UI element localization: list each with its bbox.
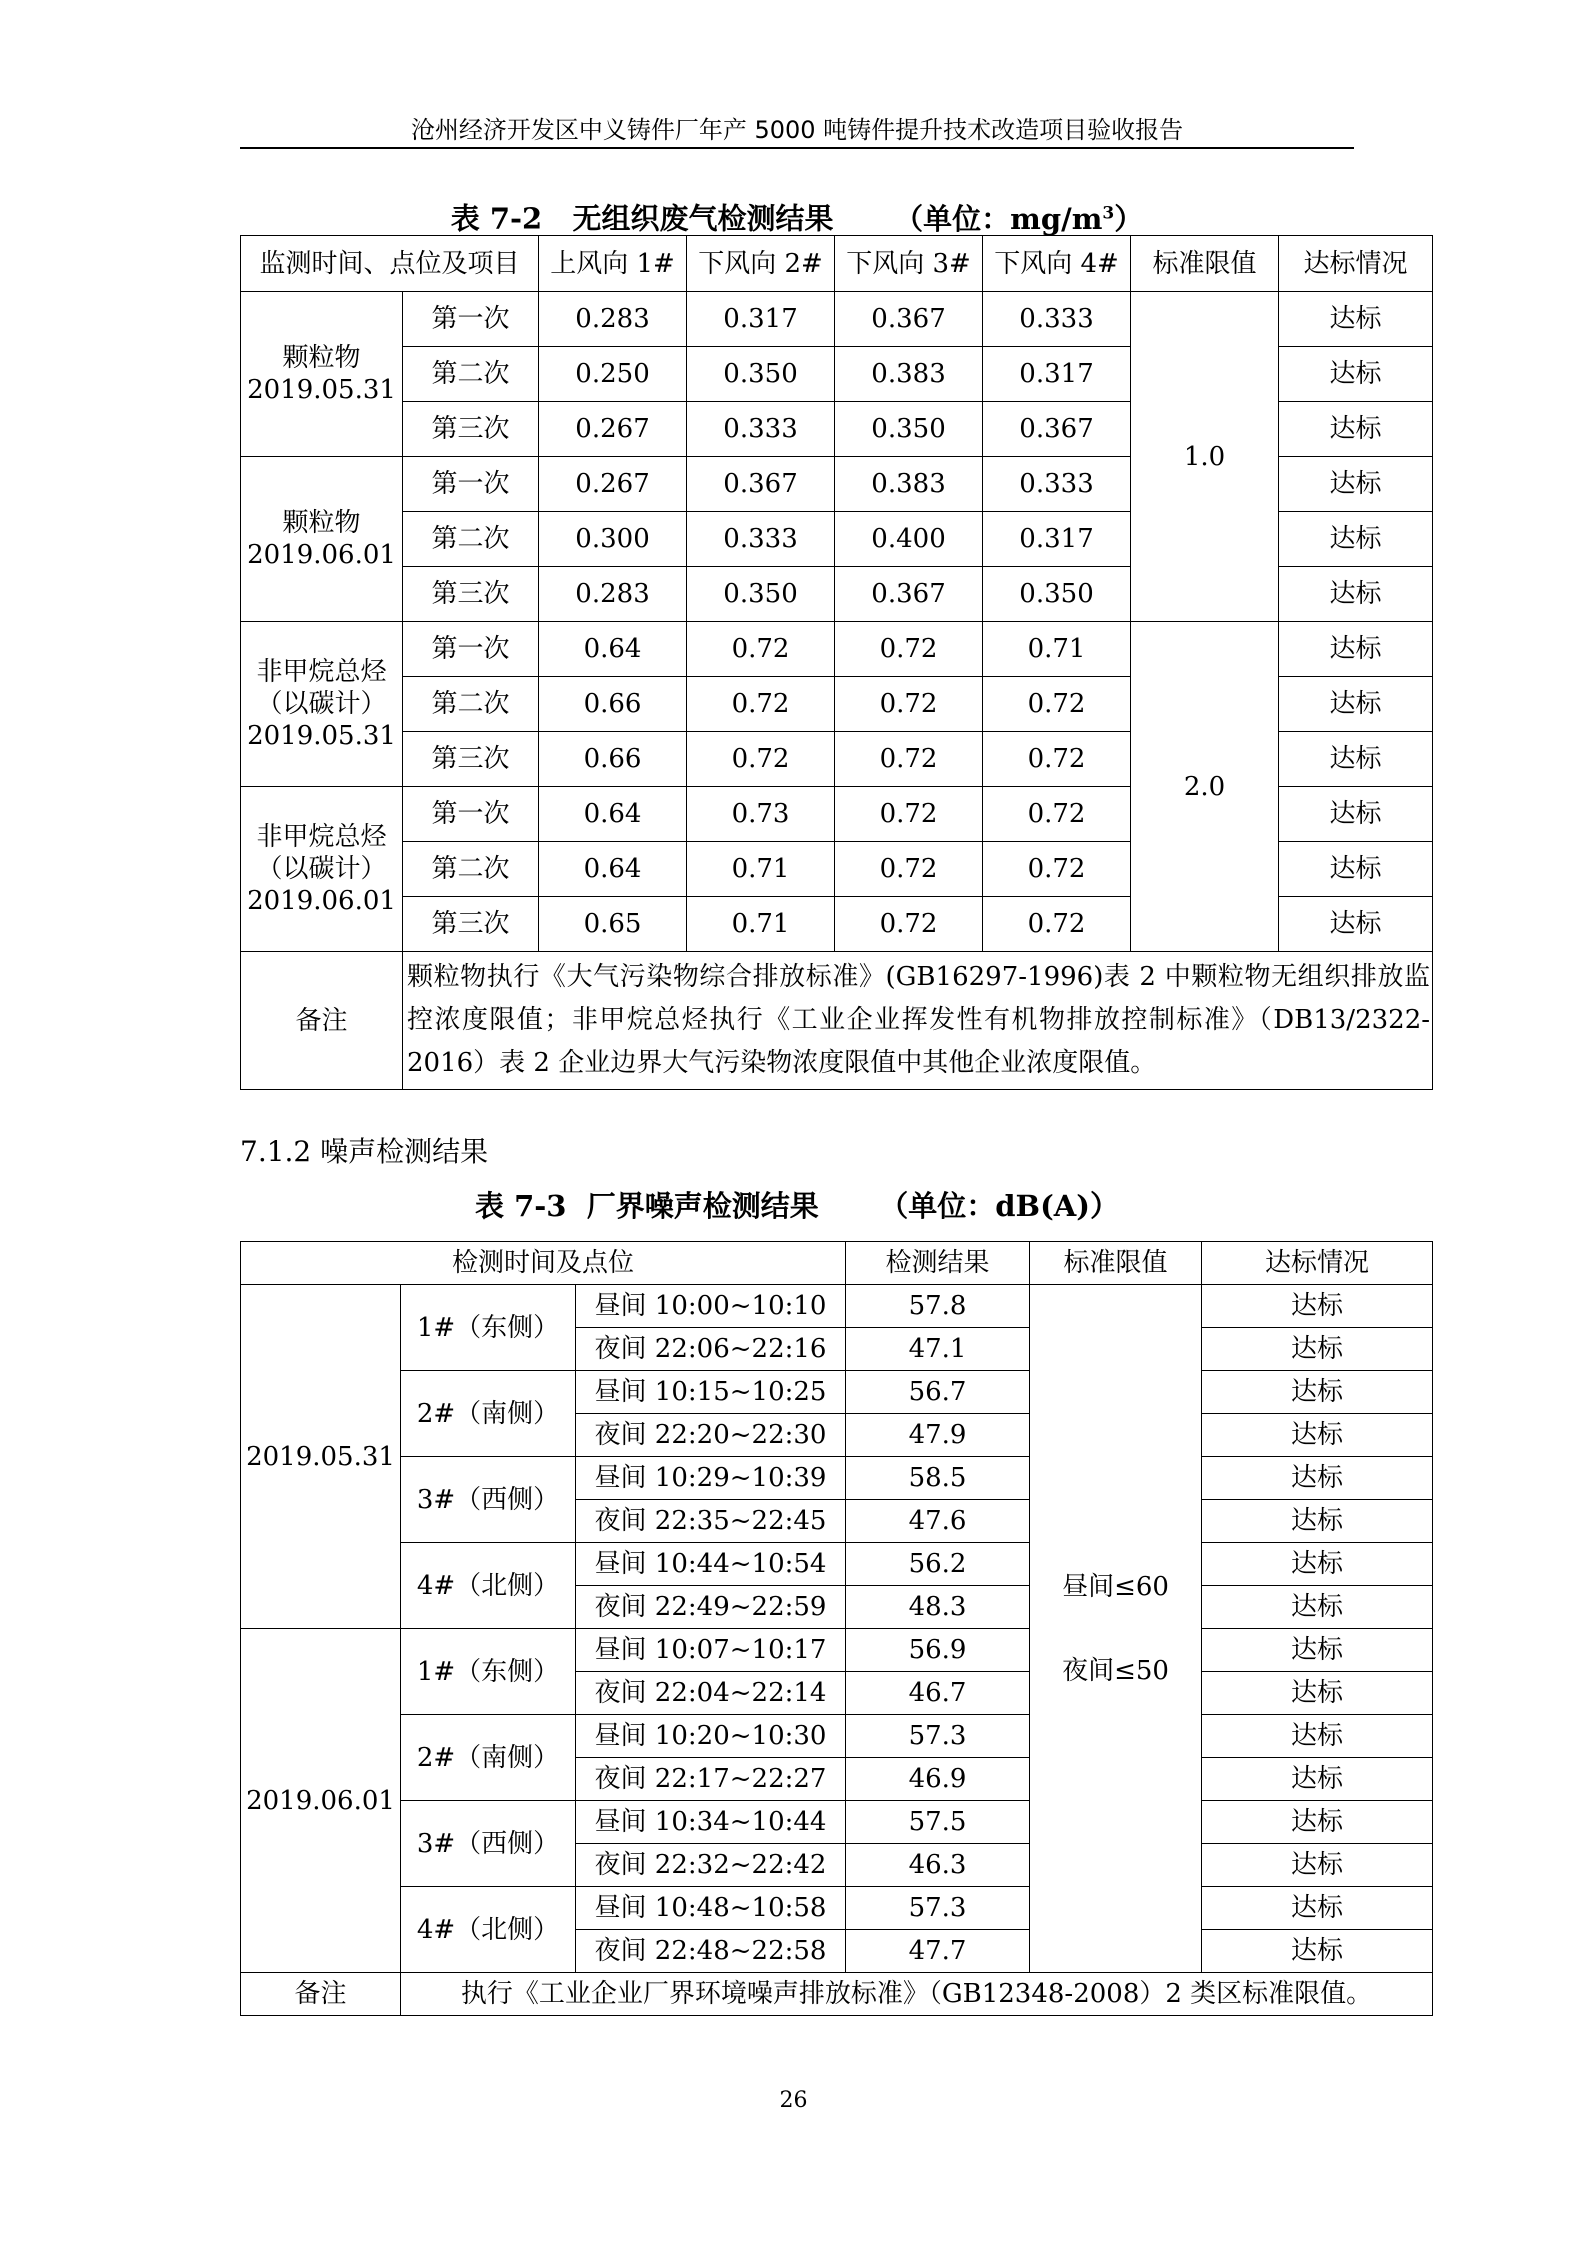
- pollutant-label-line: 2019.05.31: [247, 375, 396, 405]
- column-header: 检测结果: [846, 1242, 1030, 1285]
- pollutant-label-line: （以碳计）: [256, 689, 387, 719]
- noise-result: 48.3: [846, 1586, 1030, 1629]
- sample-time: 第三次: [403, 567, 539, 622]
- limit-day: 昼间≤60: [1062, 1571, 1169, 1602]
- noise-result: 46.3: [846, 1844, 1030, 1887]
- pollutant-label: [241, 292, 403, 457]
- compliance-status: 达标: [1202, 1629, 1433, 1672]
- measured-value: 0.333: [983, 292, 1131, 347]
- measured-value: 0.350: [687, 567, 835, 622]
- page-number: 26: [779, 2088, 808, 2113]
- compliance-status: 达标: [1202, 1543, 1433, 1586]
- compliance-status: 达标: [1202, 1715, 1433, 1758]
- pollutant-label-line: 非甲烷总烃: [256, 657, 387, 687]
- table-row: [241, 1629, 1433, 1672]
- monitor-point: 4#（北侧）: [401, 1887, 576, 1973]
- noise-result: 46.7: [846, 1672, 1030, 1715]
- measured-value: 0.64: [539, 622, 687, 677]
- header-rule: [240, 147, 1354, 149]
- measured-value: 0.72: [687, 622, 835, 677]
- measured-value: 0.317: [983, 347, 1131, 402]
- noise-result: 47.9: [846, 1414, 1030, 1457]
- running-header: 沧州经济开发区中义铸件厂年产 5000 吨铸件提升技术改造项目验收报告: [410, 116, 1184, 144]
- noise-result: 56.7: [846, 1371, 1030, 1414]
- measured-value: 0.367: [983, 402, 1131, 457]
- noise-result: 56.2: [846, 1543, 1030, 1586]
- compliance-status: 达标: [1202, 1672, 1433, 1715]
- time-period: 昼间 10:15~10:25: [576, 1371, 846, 1414]
- time-period: 夜间 22:06~22:16: [576, 1328, 846, 1371]
- caption-title: 厂界噪声检测结果: [586, 1189, 819, 1223]
- table-7-2-caption: [240, 193, 1354, 239]
- measured-value: 0.71: [983, 622, 1131, 677]
- compliance-status: 达标: [1202, 1328, 1433, 1371]
- compliance-status: 达标: [1202, 1371, 1433, 1414]
- measured-value: 0.71: [687, 897, 835, 952]
- pollutant-label: [241, 457, 403, 622]
- measured-value: 0.72: [835, 787, 983, 842]
- measured-value: 0.283: [539, 292, 687, 347]
- compliance-status: 达标: [1279, 512, 1433, 567]
- measured-value: 0.367: [687, 457, 835, 512]
- measured-value: 0.64: [539, 787, 687, 842]
- measured-value: 0.64: [539, 842, 687, 897]
- section-number: 7.1.2: [240, 1135, 312, 1168]
- column-header: 下风向 4#: [983, 236, 1131, 292]
- note-text: 执行《工业企业厂界环境噪声排放标准》（GB12348-2008）2 类区标准限值。: [401, 1973, 1433, 2016]
- time-period: 夜间 22:49~22:59: [576, 1586, 846, 1629]
- compliance-status: 达标: [1202, 1457, 1433, 1500]
- measured-value: 0.72: [835, 897, 983, 952]
- sample-time: 第三次: [403, 897, 539, 952]
- measured-value: 0.72: [983, 787, 1131, 842]
- noise-result: 47.6: [846, 1500, 1030, 1543]
- table-7-3-caption: [240, 1186, 1354, 1226]
- compliance-status: 达标: [1202, 1887, 1433, 1930]
- monitor-point: 1#（东侧）: [401, 1285, 576, 1371]
- compliance-status: 达标: [1279, 787, 1433, 842]
- measured-value: 0.350: [687, 347, 835, 402]
- measured-value: 0.267: [539, 457, 687, 512]
- caption-label: 表 7-2: [450, 201, 543, 236]
- measured-value: 0.333: [687, 402, 835, 457]
- sample-time: 第一次: [403, 622, 539, 677]
- measured-value: 0.333: [687, 512, 835, 567]
- table-row: [241, 1887, 1433, 1930]
- sample-time: 第三次: [403, 402, 539, 457]
- measured-value: 0.72: [687, 677, 835, 732]
- section-title: 噪声检测结果: [320, 1135, 489, 1168]
- sample-time: 第二次: [403, 347, 539, 402]
- time-period: 夜间 22:35~22:45: [576, 1500, 846, 1543]
- pollutant-label-line: 颗粒物: [282, 508, 361, 538]
- noise-table: [240, 1241, 1433, 2016]
- column-header: 下风向 3#: [835, 236, 983, 292]
- measured-value: 0.250: [539, 347, 687, 402]
- time-period: 夜间 22:17~22:27: [576, 1758, 846, 1801]
- measured-value: 0.72: [983, 677, 1131, 732]
- table-row: [241, 1801, 1433, 1844]
- pollutant-label-line: 2019.05.31: [247, 721, 396, 751]
- column-header: 达标情况: [1202, 1242, 1433, 1285]
- date-cell: 2019.05.31: [241, 1285, 401, 1629]
- pollutant-label-line: （以碳计）: [256, 854, 387, 884]
- sample-time: 第二次: [403, 512, 539, 567]
- measured-value: 0.400: [835, 512, 983, 567]
- time-period: 昼间 10:29~10:39: [576, 1457, 846, 1500]
- compliance-status: 达标: [1202, 1285, 1433, 1328]
- table-row: [241, 1371, 1433, 1414]
- measured-value: 0.267: [539, 402, 687, 457]
- standard-limit: 1.0: [1131, 292, 1279, 622]
- measured-value: 0.72: [687, 732, 835, 787]
- measured-value: 0.72: [835, 622, 983, 677]
- measured-value: 0.66: [539, 732, 687, 787]
- compliance-status: 达标: [1202, 1758, 1433, 1801]
- column-header: 检测时间及点位: [241, 1242, 846, 1285]
- compliance-status: 达标: [1279, 347, 1433, 402]
- date-cell: 2019.06.01: [241, 1629, 401, 1973]
- sample-time: 第一次: [403, 457, 539, 512]
- compliance-status: 达标: [1202, 1844, 1433, 1887]
- table-row: [241, 1715, 1433, 1758]
- pollutant-label-line: 非甲烷总烃: [256, 822, 387, 852]
- note-label: 备注: [241, 1973, 401, 2016]
- sample-time: 第三次: [403, 732, 539, 787]
- time-period: 昼间 10:00~10:10: [576, 1285, 846, 1328]
- measured-value: 0.72: [835, 732, 983, 787]
- time-period: 昼间 10:20~10:30: [576, 1715, 846, 1758]
- measured-value: 0.72: [835, 677, 983, 732]
- measured-value: 0.283: [539, 567, 687, 622]
- noise-result: 47.1: [846, 1328, 1030, 1371]
- noise-result: 57.3: [846, 1887, 1030, 1930]
- measured-value: 0.72: [983, 897, 1131, 952]
- limit-night: 夜间≤50: [1062, 1655, 1169, 1686]
- measured-value: 0.65: [539, 897, 687, 952]
- monitor-point: 2#（南侧）: [401, 1715, 576, 1801]
- measured-value: 0.317: [687, 292, 835, 347]
- monitor-point: 2#（南侧）: [401, 1371, 576, 1457]
- measured-value: 0.72: [983, 842, 1131, 897]
- table-row: [241, 1242, 1433, 1285]
- compliance-status: 达标: [1202, 1414, 1433, 1457]
- table-row: [241, 1457, 1433, 1500]
- monitor-point: 4#（北侧）: [401, 1543, 576, 1629]
- compliance-status: 达标: [1202, 1930, 1433, 1973]
- table-row: [241, 292, 1433, 347]
- table-row: [241, 1285, 1433, 1328]
- time-period: 昼间 10:07~10:17: [576, 1629, 846, 1672]
- column-header: 标准限值: [1131, 236, 1279, 292]
- pollutant-label-line: 颗粒物: [282, 343, 361, 373]
- monitor-point: 3#（西侧）: [401, 1457, 576, 1543]
- measured-value: 0.71: [687, 842, 835, 897]
- noise-result: 47.7: [846, 1930, 1030, 1973]
- time-period: 夜间 22:04~22:14: [576, 1672, 846, 1715]
- sample-time: 第二次: [403, 677, 539, 732]
- noise-result: 56.9: [846, 1629, 1030, 1672]
- compliance-status: 达标: [1202, 1500, 1433, 1543]
- compliance-status: 达标: [1279, 567, 1433, 622]
- measured-value: 0.73: [687, 787, 835, 842]
- measured-value: 0.367: [835, 567, 983, 622]
- time-period: 夜间 22:20~22:30: [576, 1414, 846, 1457]
- section-heading: [240, 1132, 488, 1172]
- table-row: [241, 952, 1433, 1090]
- column-header: 标准限值: [1030, 1242, 1202, 1285]
- caption-label: 表 7-3: [474, 1189, 567, 1223]
- compliance-status: 达标: [1202, 1801, 1433, 1844]
- measured-value: 0.72: [983, 732, 1131, 787]
- noise-standard-limit: [1030, 1285, 1202, 1973]
- noise-result: 57.5: [846, 1801, 1030, 1844]
- measured-value: 0.66: [539, 677, 687, 732]
- compliance-status: 达标: [1279, 402, 1433, 457]
- caption-title: 无组织废气检测结果: [572, 201, 834, 236]
- table-row: [241, 1543, 1433, 1586]
- monitor-point: 3#（西侧）: [401, 1801, 576, 1887]
- table-row: [241, 622, 1433, 677]
- compliance-status: 达标: [1279, 842, 1433, 897]
- pollutant-label-line: 2019.06.01: [247, 886, 396, 916]
- measured-value: 0.367: [835, 292, 983, 347]
- measured-value: 0.72: [835, 842, 983, 897]
- caption-unit: （单位：$mg/m^3$）: [894, 201, 1144, 236]
- measured-value: 0.350: [983, 567, 1131, 622]
- table-row: [241, 236, 1433, 292]
- noise-result: 58.5: [846, 1457, 1030, 1500]
- noise-result: 57.3: [846, 1715, 1030, 1758]
- measured-value: 0.350: [835, 402, 983, 457]
- sample-time: 第一次: [403, 292, 539, 347]
- column-header: 达标情况: [1279, 236, 1433, 292]
- pollutant-label: [241, 787, 403, 952]
- monitor-point: 1#（东侧）: [401, 1629, 576, 1715]
- note-text: 颗粒物执行《大气污染物综合排放标准》(GB16297-1996)表 2 中颗粒物无组织排放监控浓度限值；非甲烷总烃执行《工业企业挥发性有机物排放控制标准》（DB13/2322-2016）表 2 企业边界大气污染物浓度限值中其他企业浓度限值。: [403, 952, 1433, 1090]
- compliance-status: 达标: [1279, 457, 1433, 512]
- time-period: 夜间 22:32~22:42: [576, 1844, 846, 1887]
- compliance-status: 达标: [1279, 732, 1433, 787]
- caption-unit: （单位：dB(A)）: [879, 1189, 1120, 1223]
- compliance-status: 达标: [1279, 677, 1433, 732]
- pollutant-label: [241, 622, 403, 787]
- note-label: 备注: [241, 952, 403, 1090]
- standard-limit: 2.0: [1131, 622, 1279, 952]
- compliance-status: 达标: [1202, 1586, 1433, 1629]
- time-period: 昼间 10:44~10:54: [576, 1543, 846, 1586]
- measured-value: 0.383: [835, 347, 983, 402]
- compliance-status: 达标: [1279, 292, 1433, 347]
- sample-time: 第二次: [403, 842, 539, 897]
- sample-time: 第一次: [403, 787, 539, 842]
- noise-result: 57.8: [846, 1285, 1030, 1328]
- column-header: 下风向 2#: [687, 236, 835, 292]
- table-row: [241, 1973, 1433, 2016]
- measured-value: 0.333: [983, 457, 1131, 512]
- pollutant-label-line: 2019.06.01: [247, 540, 396, 570]
- compliance-status: 达标: [1279, 622, 1433, 677]
- time-period: 昼间 10:34~10:44: [576, 1801, 846, 1844]
- noise-result: 46.9: [846, 1758, 1030, 1801]
- measured-value: 0.317: [983, 512, 1131, 567]
- time-period: 昼间 10:48~10:58: [576, 1887, 846, 1930]
- measured-value: 0.383: [835, 457, 983, 512]
- column-header: 监测时间、点位及项目: [241, 236, 539, 292]
- column-header: 上风向 1#: [539, 236, 687, 292]
- measured-value: 0.300: [539, 512, 687, 567]
- time-period: 夜间 22:48~22:58: [576, 1930, 846, 1973]
- compliance-status: 达标: [1279, 897, 1433, 952]
- waste-gas-table: [240, 235, 1433, 1090]
